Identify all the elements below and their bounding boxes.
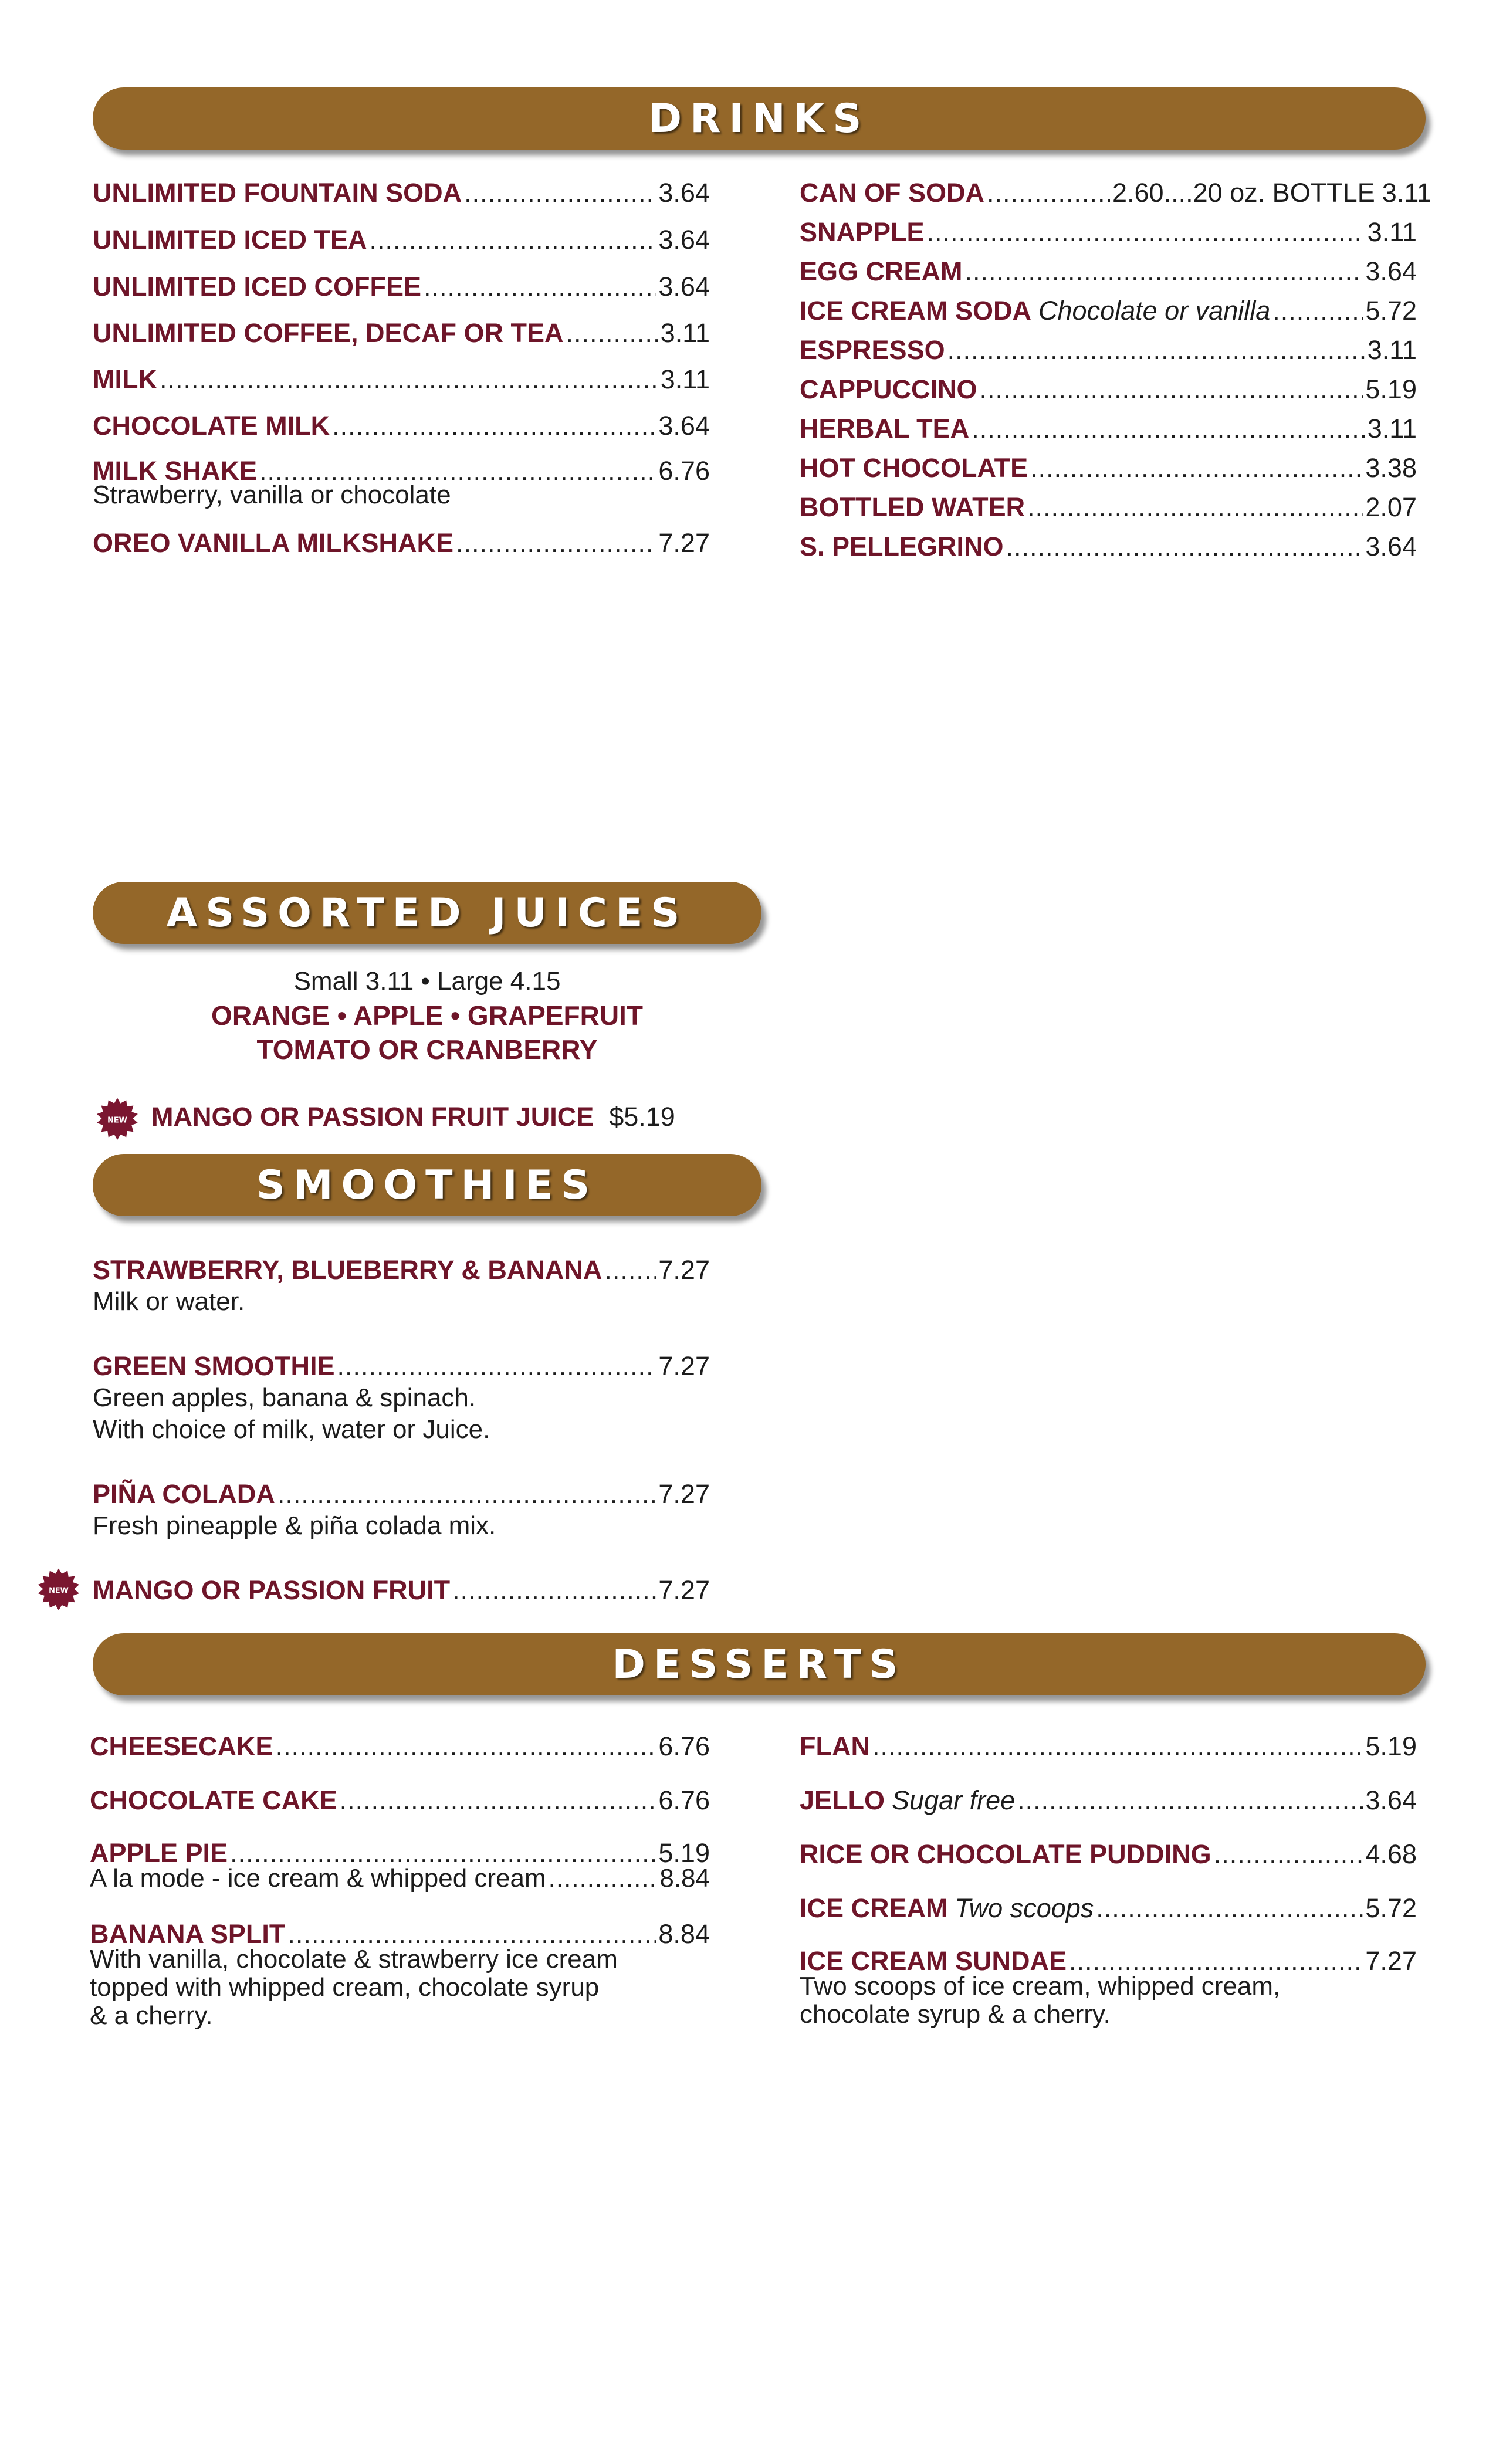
juices-fruits-line-2: TOMATO OR CRANBERRY	[256, 1034, 598, 1065]
menu-item-unlimited-fountain-soda: UNLIMITED FOUNTAIN SODA ..... 3.64	[93, 177, 710, 224]
drinks-banner	[93, 87, 1426, 150]
menu-item-cappuccino: CAPPUCCINO ..... 5.19	[800, 374, 1417, 413]
menu-item-ice-cream: ICE CREAM Two scoops ..... 5.72	[800, 1893, 1417, 1947]
menu-item-description: With vanilla, chocolate & strawberry ice cream	[90, 1945, 618, 1974]
menu-item-banana-split: BANANA SPLIT ..... 8.84 With vanilla, chocolate & strawberry ice cream topped with whipped cream, chocolate syrup & a cherry.	[90, 1920, 710, 2030]
new-badge-icon	[95, 1097, 140, 1142]
smoothies-list	[93, 1254, 710, 1606]
menu-item-description: With choice of milk, water or Juice.	[93, 1415, 490, 1444]
menu-item-unlimited-iced-tea: UNLIMITED ICED TEA ..... 3.64	[93, 224, 710, 271]
svg-text:NEW: NEW	[107, 1116, 127, 1125]
juices-title: ASSORTED JUICES	[166, 889, 688, 936]
desserts-banner	[93, 1633, 1426, 1695]
menu-item-ice-cream-soda: ICE CREAM SODA Chocolate or vanilla ..... 5.72	[800, 295, 1417, 334]
drinks-right-column	[800, 177, 1431, 563]
menu-item-description: chocolate syrup & a cherry.	[800, 2000, 1111, 2029]
menu-item-unlimited-iced-coffee: UNLIMITED ICED COFFEE ..... 3.64	[93, 271, 710, 317]
menu-item-milk-shake: MILK SHAKE ..... 6.76 Strawberry, vanilla or chocolate	[93, 456, 710, 527]
drinks-title: DRINKS	[648, 95, 870, 142]
menu-item-pina-colada: PIÑA COLADA ..... 7.27 Fresh pineapple & piña colada mix.	[93, 1478, 710, 1575]
desserts-title: DESSERTS	[612, 1641, 906, 1688]
menu-item-espresso: ESPRESSO ..... 3.11	[800, 334, 1417, 374]
menu-item-egg-cream: EGG CREAM ..... 3.64	[800, 256, 1417, 295]
menu-item-cheesecake: CHEESECAKE ..... 6.76	[90, 1731, 710, 1785]
juices-sizes: Small 3.11 • Large 4.15	[293, 967, 561, 996]
menu-item-snapple: SNAPPLE ..... 3.11	[800, 216, 1417, 256]
menu-item-description: Two scoops of ice cream, whipped cream,	[800, 1972, 1281, 2001]
menu-item-flan: FLAN ..... 5.19	[800, 1731, 1417, 1785]
menu-item-herbal-tea: HERBAL TEA ..... 3.11	[800, 413, 1417, 452]
juices-fruits-line-1: ORANGE • APPLE • GRAPEFRUIT	[211, 1000, 643, 1031]
menu-item-description: Strawberry, vanilla or chocolate	[93, 480, 451, 509]
menu-item-chocolate-cake: CHOCOLATE CAKE ..... 6.76	[90, 1785, 710, 1839]
desserts-right-column	[800, 1731, 1417, 2029]
menu-item-description: & a cherry.	[90, 2001, 213, 2030]
menu-item-unlimited-coffee-decaf-tea: UNLIMITED COFFEE, DECAF OR TEA ..... 3.11	[93, 317, 710, 364]
menu-item-strawberry-blueberry-banana: STRAWBERRY, BLUEBERRY & BANANA ..... 7.27 Milk or water.	[93, 1254, 710, 1351]
menu-item-jello: JELLO Sugar free ..... 3.64	[800, 1785, 1417, 1839]
menu-item-mango-passion-fruit: MANGO OR PASSION FRUIT ..... 7.27	[93, 1575, 710, 1606]
menu-item-s-pellegrino: S. PELLEGRINO ..... 3.64	[800, 531, 1417, 563]
menu-item-rice-chocolate-pudding: RICE OR CHOCOLATE PUDDING ..... 4.68	[800, 1839, 1417, 1893]
menu-item-hot-chocolate: HOT CHOCOLATE ..... 3.38	[800, 452, 1417, 492]
menu-item-description: Green apples, banana & spinach.	[93, 1383, 476, 1412]
menu-item-milk: MILK ..... 3.11	[93, 364, 710, 410]
juices-info	[93, 964, 761, 1067]
smoothies-banner	[93, 1154, 761, 1216]
desserts-left-column	[90, 1731, 710, 2030]
menu-item-green-smoothie: GREEN SMOOTHIE ..... 7.27 Green apples, banana & spinach. With choice of milk, water or Juice.	[93, 1351, 710, 1478]
menu-item-can-of-soda: CAN OF SODA ..... 2.60....20 oz. BOTTLE 3.11	[800, 177, 1417, 216]
menu-item-bottled-water: BOTTLED WATER ..... 2.07	[800, 492, 1417, 531]
menu-item-a-la-mode: A la mode - ice cream & whipped cream ..... 8.84	[90, 1864, 710, 1893]
menu-item-apple-pie: APPLE PIE ..... 5.19 A la mode - ice cream & whipped cream ..... 8.84	[90, 1839, 710, 1920]
new-badge-icon	[36, 1568, 81, 1612]
menu-item-description: Milk or water.	[93, 1287, 245, 1316]
menu-item-description: Fresh pineapple & piña colada mix.	[93, 1511, 496, 1540]
smoothies-title: SMOOTHIES	[256, 1162, 598, 1209]
drinks-left-column	[93, 177, 710, 559]
menu-item-ice-cream-sundae: ICE CREAM SUNDAE ..... 7.27 Two scoops of ice cream, whipped cream, chocolate syrup & a cherry.	[800, 1947, 1417, 2029]
menu-item-chocolate-milk: CHOCOLATE MILK ..... 3.64	[93, 410, 710, 456]
menu-item-mango-passion-juice: MANGO OR PASSION FRUIT JUICE $5.19	[151, 1102, 675, 1132]
menu-item-oreo-vanilla-milkshake: OREO VANILLA MILKSHAKE ..... 7.27	[93, 527, 710, 559]
menu-item-description: topped with whipped cream, chocolate syrup	[90, 1973, 600, 2002]
juices-banner	[93, 882, 761, 944]
svg-text:NEW: NEW	[49, 1586, 69, 1596]
